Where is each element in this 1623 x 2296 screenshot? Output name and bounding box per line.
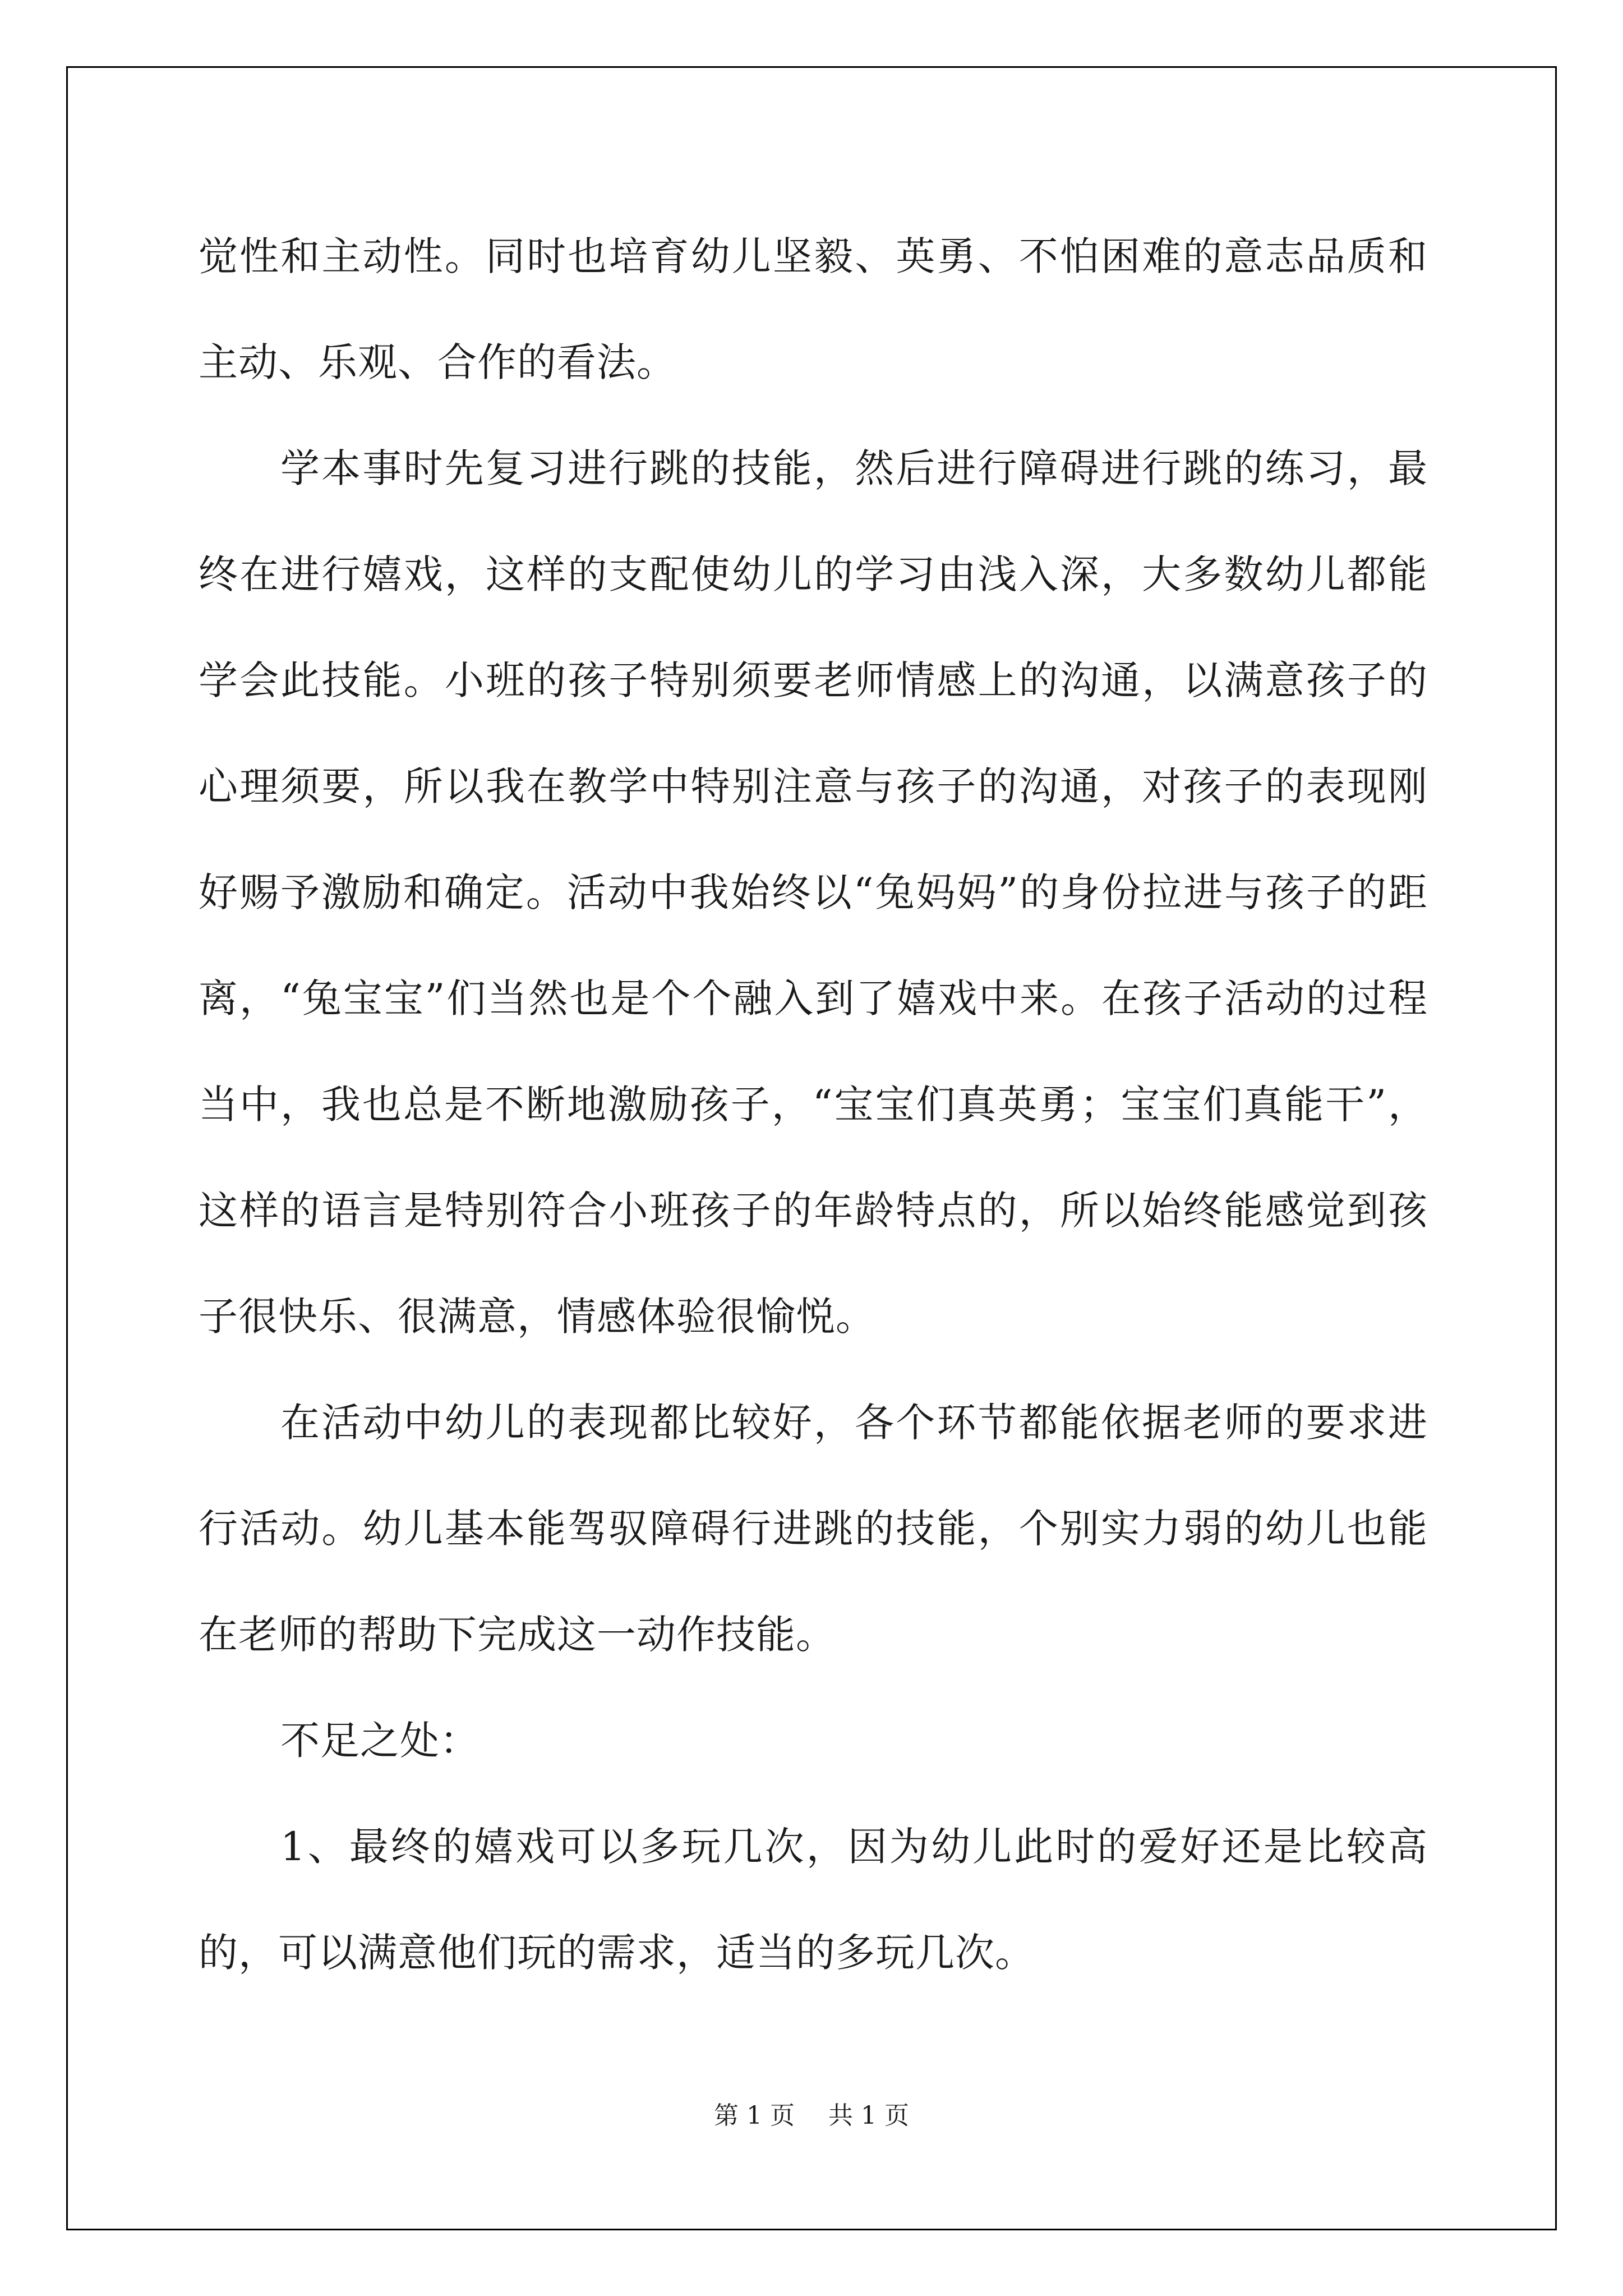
- page-total: 共 1 页: [828, 2101, 909, 2130]
- document-body: [199, 204, 1428, 2006]
- paragraph-4: 不足之处：: [280, 1718, 479, 1764]
- paragraph-3: 在活动中幼儿的表现都比较好，各个环节都能依据老师的要求进行活动。幼儿基本能驾驭障碍行进跳的技能，个别实力弱的幼儿也能在老师的帮助下完成这一动作技能。: [199, 1400, 1428, 1658]
- page-footer: [0, 2095, 1623, 2131]
- paragraph-2: 学本事时先复习进行跳的技能，然后进行障碍进行跳的练习，最终在进行嬉戏，这样的支配使幼儿的学习由浅入深，大多数幼儿都能学会此技能。小班的孩子特别须要老师情感上的沟通，以满意孩子的心理须要，所以我在教学中特别注意与孩子的沟通，对孩子的表现刚好赐予激励和确定。活动中我始终以“兔妈妈”的身份拉进与孩子的距离，“兔宝宝”们当然也是个个融入到了嬉戏中来。在孩子活动的过程当中，我也总是不断地激励孩子，“宝宝们真英勇；宝宝们真能干”，这样的语言是特别符合小班孩子的年龄特点的，所以始终能感觉到孩子很快乐、很满意，情感体验很愉悦。: [199, 445, 1428, 1340]
- page-number: 第 1 页: [714, 2101, 795, 2130]
- paragraph-5: 1、最终的嬉戏可以多玩几次，因为幼儿此时的爱好还是比较高的，可以满意他们玩的需求，适当的多玩几次。: [199, 1824, 1428, 1976]
- paragraph-1: 觉性和主动性。同时也培育幼儿坚毅、英勇、不怕困难的意志品质和主动、乐观、合作的看法。: [199, 233, 1428, 385]
